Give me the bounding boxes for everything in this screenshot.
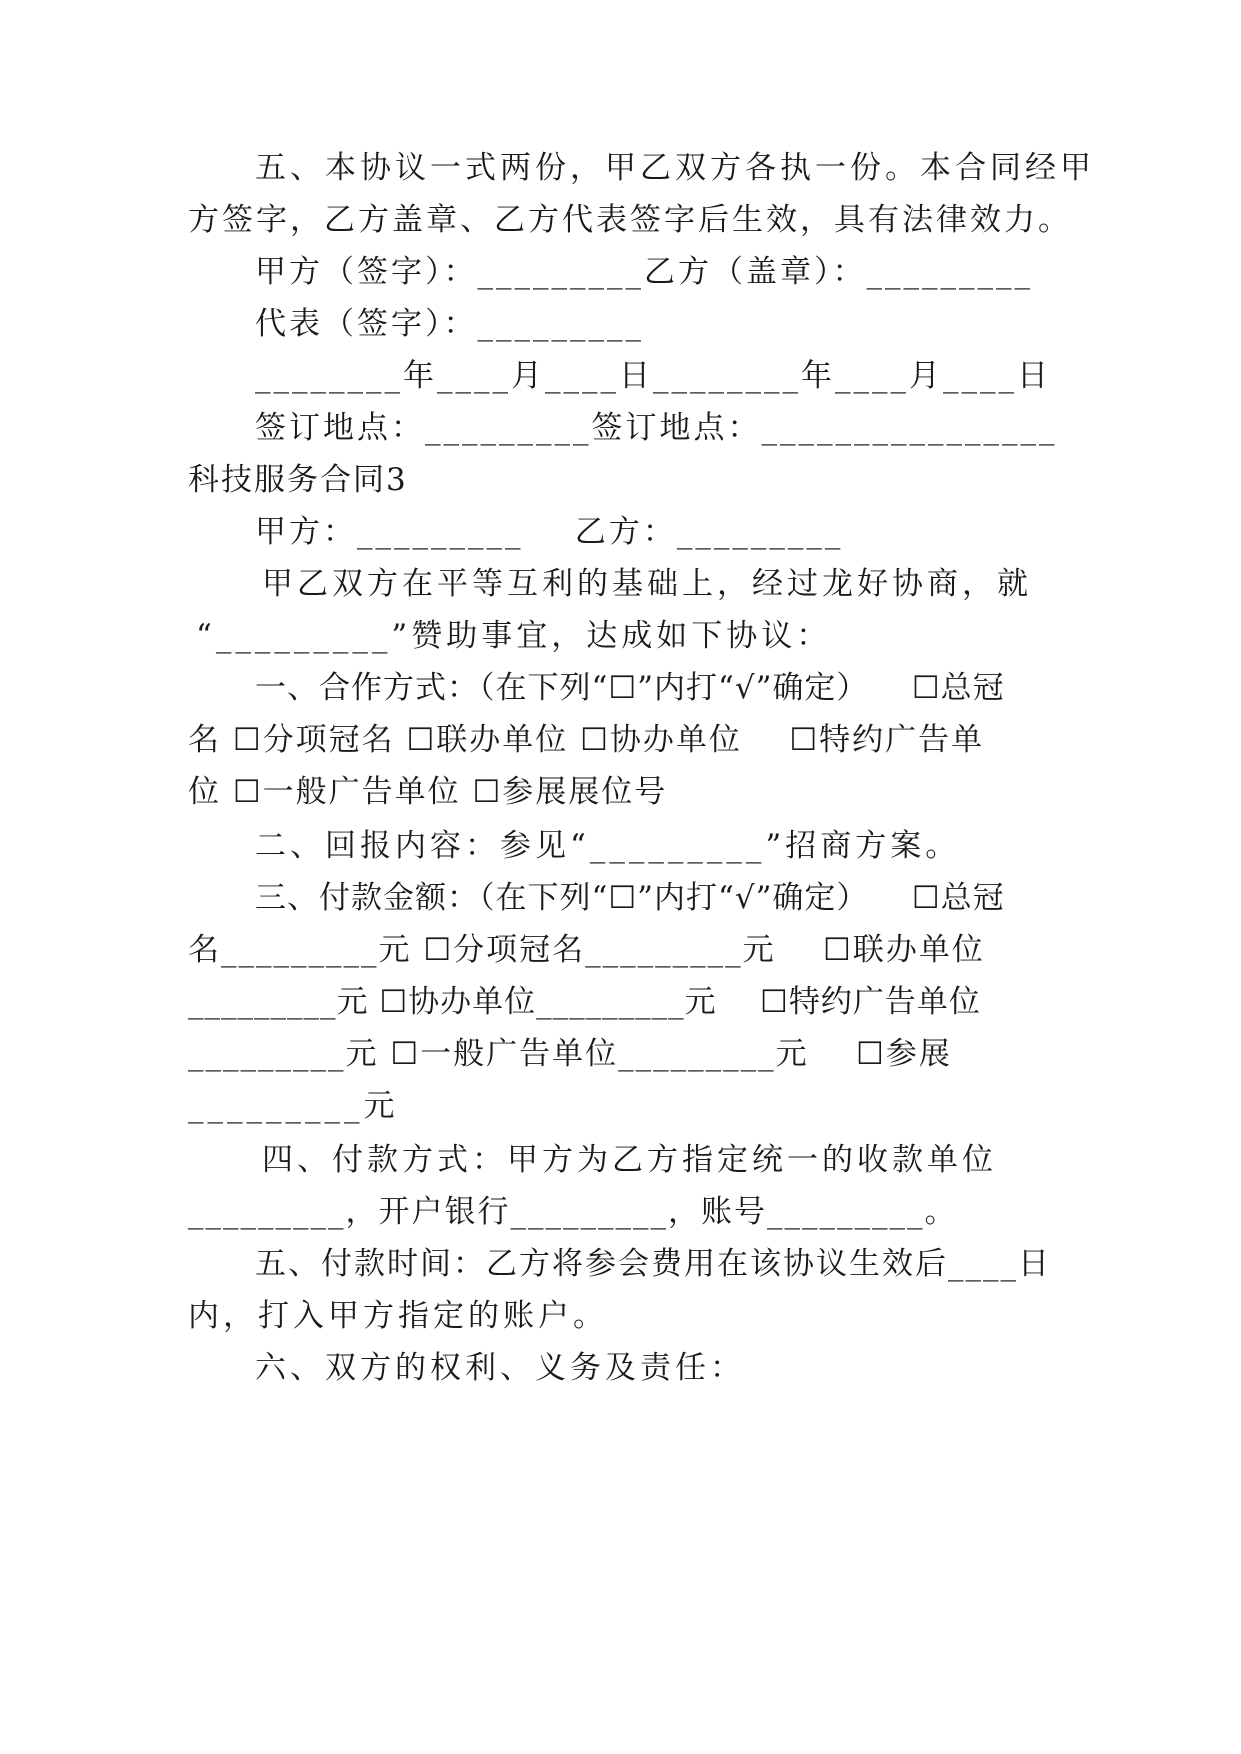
item3-line4: _________元 ☐一般广告单位_________元 ☐参展 — [188, 1036, 952, 1072]
item6: 六、双方的权利、义务及责任： — [255, 1350, 745, 1386]
signature-party-line: 甲方（签字）：_________乙方（盖章）：_________ — [255, 254, 1033, 290]
item4-line2: _________，开户银行_________，账号_________。 — [188, 1194, 958, 1230]
item3-line2: 名_________元 ☐分项冠名_________元 ☐联办单位 — [188, 932, 985, 968]
signature-representative-line: 代表（签字）：_________ — [255, 306, 644, 342]
item1-line3: 位 ☐一般广告单位 ☐参展展位号 — [188, 774, 668, 810]
contract-title: 科技服务合同3 — [188, 462, 408, 498]
item3-line3: _________元 ☐协办单位_________元 ☐特约广告单位 — [188, 984, 981, 1020]
item1-line1: 一、合作方式：（在下列“☐”内打“√”确定） ☐总冠 — [255, 670, 1005, 706]
intro-line1: 甲乙双方在平等互利的基础上，经过龙好协商，就 — [262, 566, 1032, 602]
intro-line2: “_________”赞助事宜，达成如下协议： — [196, 618, 832, 654]
clause5-line1: 五、本协议一式两份，甲乙双方各执一份。本合同经甲 — [255, 150, 1095, 186]
item5-line1: 五、付款时间：乙方将参会费用在该协议生效后____日 — [255, 1246, 1051, 1282]
clause5-line2: 方签字，乙方盖章、乙方代表签字后生效，具有法律效力。 — [188, 202, 1072, 238]
item4-line1: 四、付款方式：甲方为乙方指定统一的收款单位 — [262, 1142, 997, 1178]
signature-place-line: 签订地点：_________签订地点：________________ — [255, 410, 1058, 446]
item2: 二、回报内容：参见“_________”招商方案。 — [255, 828, 961, 864]
signature-date-line: ________年____月____日________年____月____日 — [255, 358, 1051, 394]
parties-line: 甲方：_________ 乙方：_________ — [255, 514, 844, 550]
item1-line2: 名 ☐分项冠名 ☐联办单位 ☐协办单位 ☐特约广告单 — [188, 722, 985, 758]
item3-line5: _________元 — [188, 1088, 399, 1124]
item3-line1: 三、付款金额：（在下列“☐”内打“√”确定） ☐总冠 — [255, 880, 1005, 916]
item5-line2: 内，打入甲方指定的账户。 — [188, 1298, 608, 1334]
